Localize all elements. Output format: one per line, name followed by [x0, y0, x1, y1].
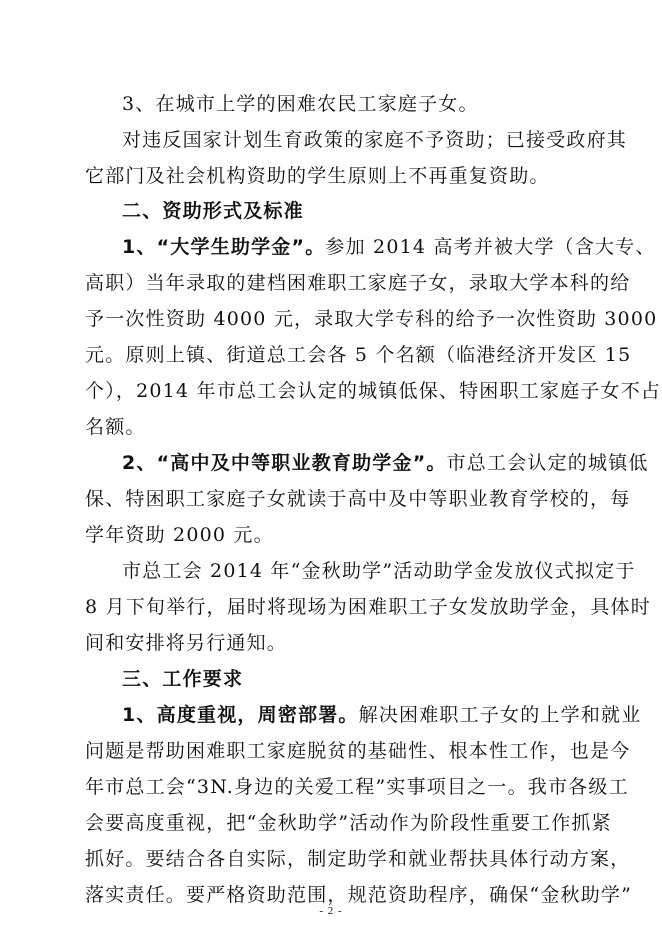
- paragraph-line-3: 它部门及社会机构资助的学生原则上不再重复资助。: [85, 165, 550, 187]
- paragraph-line-10: 名额。: [85, 416, 146, 438]
- paragraph-line-14: 市总工会 2014 年“金秋助学”活动助学金发放仪式拟定于: [122, 560, 636, 582]
- section-heading-2: 二、资助形式及标准: [122, 200, 304, 222]
- paragraph-line-22: 抓好。要结合各自实际，制定助学和就业帮扶具体行动方案，: [85, 848, 631, 870]
- paragraph-line-19: 问题是帮助困难职工家庭脱贫的基础性、根本性工作，也是今: [85, 740, 631, 762]
- paragraph-line-2: 对违反国家计划生育政策的家庭不予资助；已接受政府其: [122, 129, 628, 151]
- paragraph-line-8: 元。原则上镇、街道总工会各 5 个名额（临港经济开发区 15: [85, 344, 632, 366]
- paragraph-line-7: 予一次性资助 4000 元，录取大学专科的给予一次性资助 3000: [85, 308, 658, 330]
- paragraph-line-11: [122, 450, 649, 476]
- page-number: - 2 -: [319, 905, 343, 917]
- paragraph-line-6: 高职）当年录取的建档困难职工家庭子女，录取大学本科的给: [85, 272, 631, 294]
- paragraph-line-15: 8 月下旬举行，届时将现场为困难职工子女发放助学金，具体时: [85, 596, 651, 618]
- paragraph-line-16: 间和安排将另行通知。: [85, 632, 288, 654]
- paragraph-text: 市总工会认定的城镇低: [446, 452, 649, 474]
- paragraph-line-20: 年市总工会“3N.身边的关爱工程”实事项目之一。我市各级工: [85, 776, 629, 798]
- paragraph-text: 解决困难职工子女的上学和就业: [358, 704, 642, 726]
- paragraph-text: 参加 2014 高考并被大学（含大专、: [325, 236, 656, 258]
- paragraph-line-9: 个），2014 年市总工会认定的城镇低保、特困职工家庭子女不占: [85, 380, 662, 402]
- subheading-college-grant: 1、“大学生助学金”。: [122, 236, 326, 258]
- paragraph-line-1: 3、在城市上学的困难农民工家庭子女。: [122, 93, 479, 115]
- section-heading-3: 三、工作要求: [122, 668, 244, 690]
- paragraph-line-21: 会要高度重视，把“金秋助学”活动作为阶段性重要工作抓紧: [85, 812, 612, 834]
- subheading-vocational-grant: 2、“高中及中等职业教育助学金”。: [122, 452, 447, 474]
- paragraph-line-18: [122, 702, 641, 728]
- paragraph-line-13: 学年资助 2000 元。: [85, 524, 274, 546]
- paragraph-line-23: 落实责任。要严格资助范围，规范资助程序，确保“金秋助学”: [85, 884, 633, 906]
- subheading-high-priority: 1、高度重视，周密部署。: [122, 704, 359, 726]
- paragraph-line-12: 保、特困职工家庭子女就读于高中及中等职业教育学校的，每: [85, 488, 631, 510]
- paragraph-line-5: [122, 234, 656, 260]
